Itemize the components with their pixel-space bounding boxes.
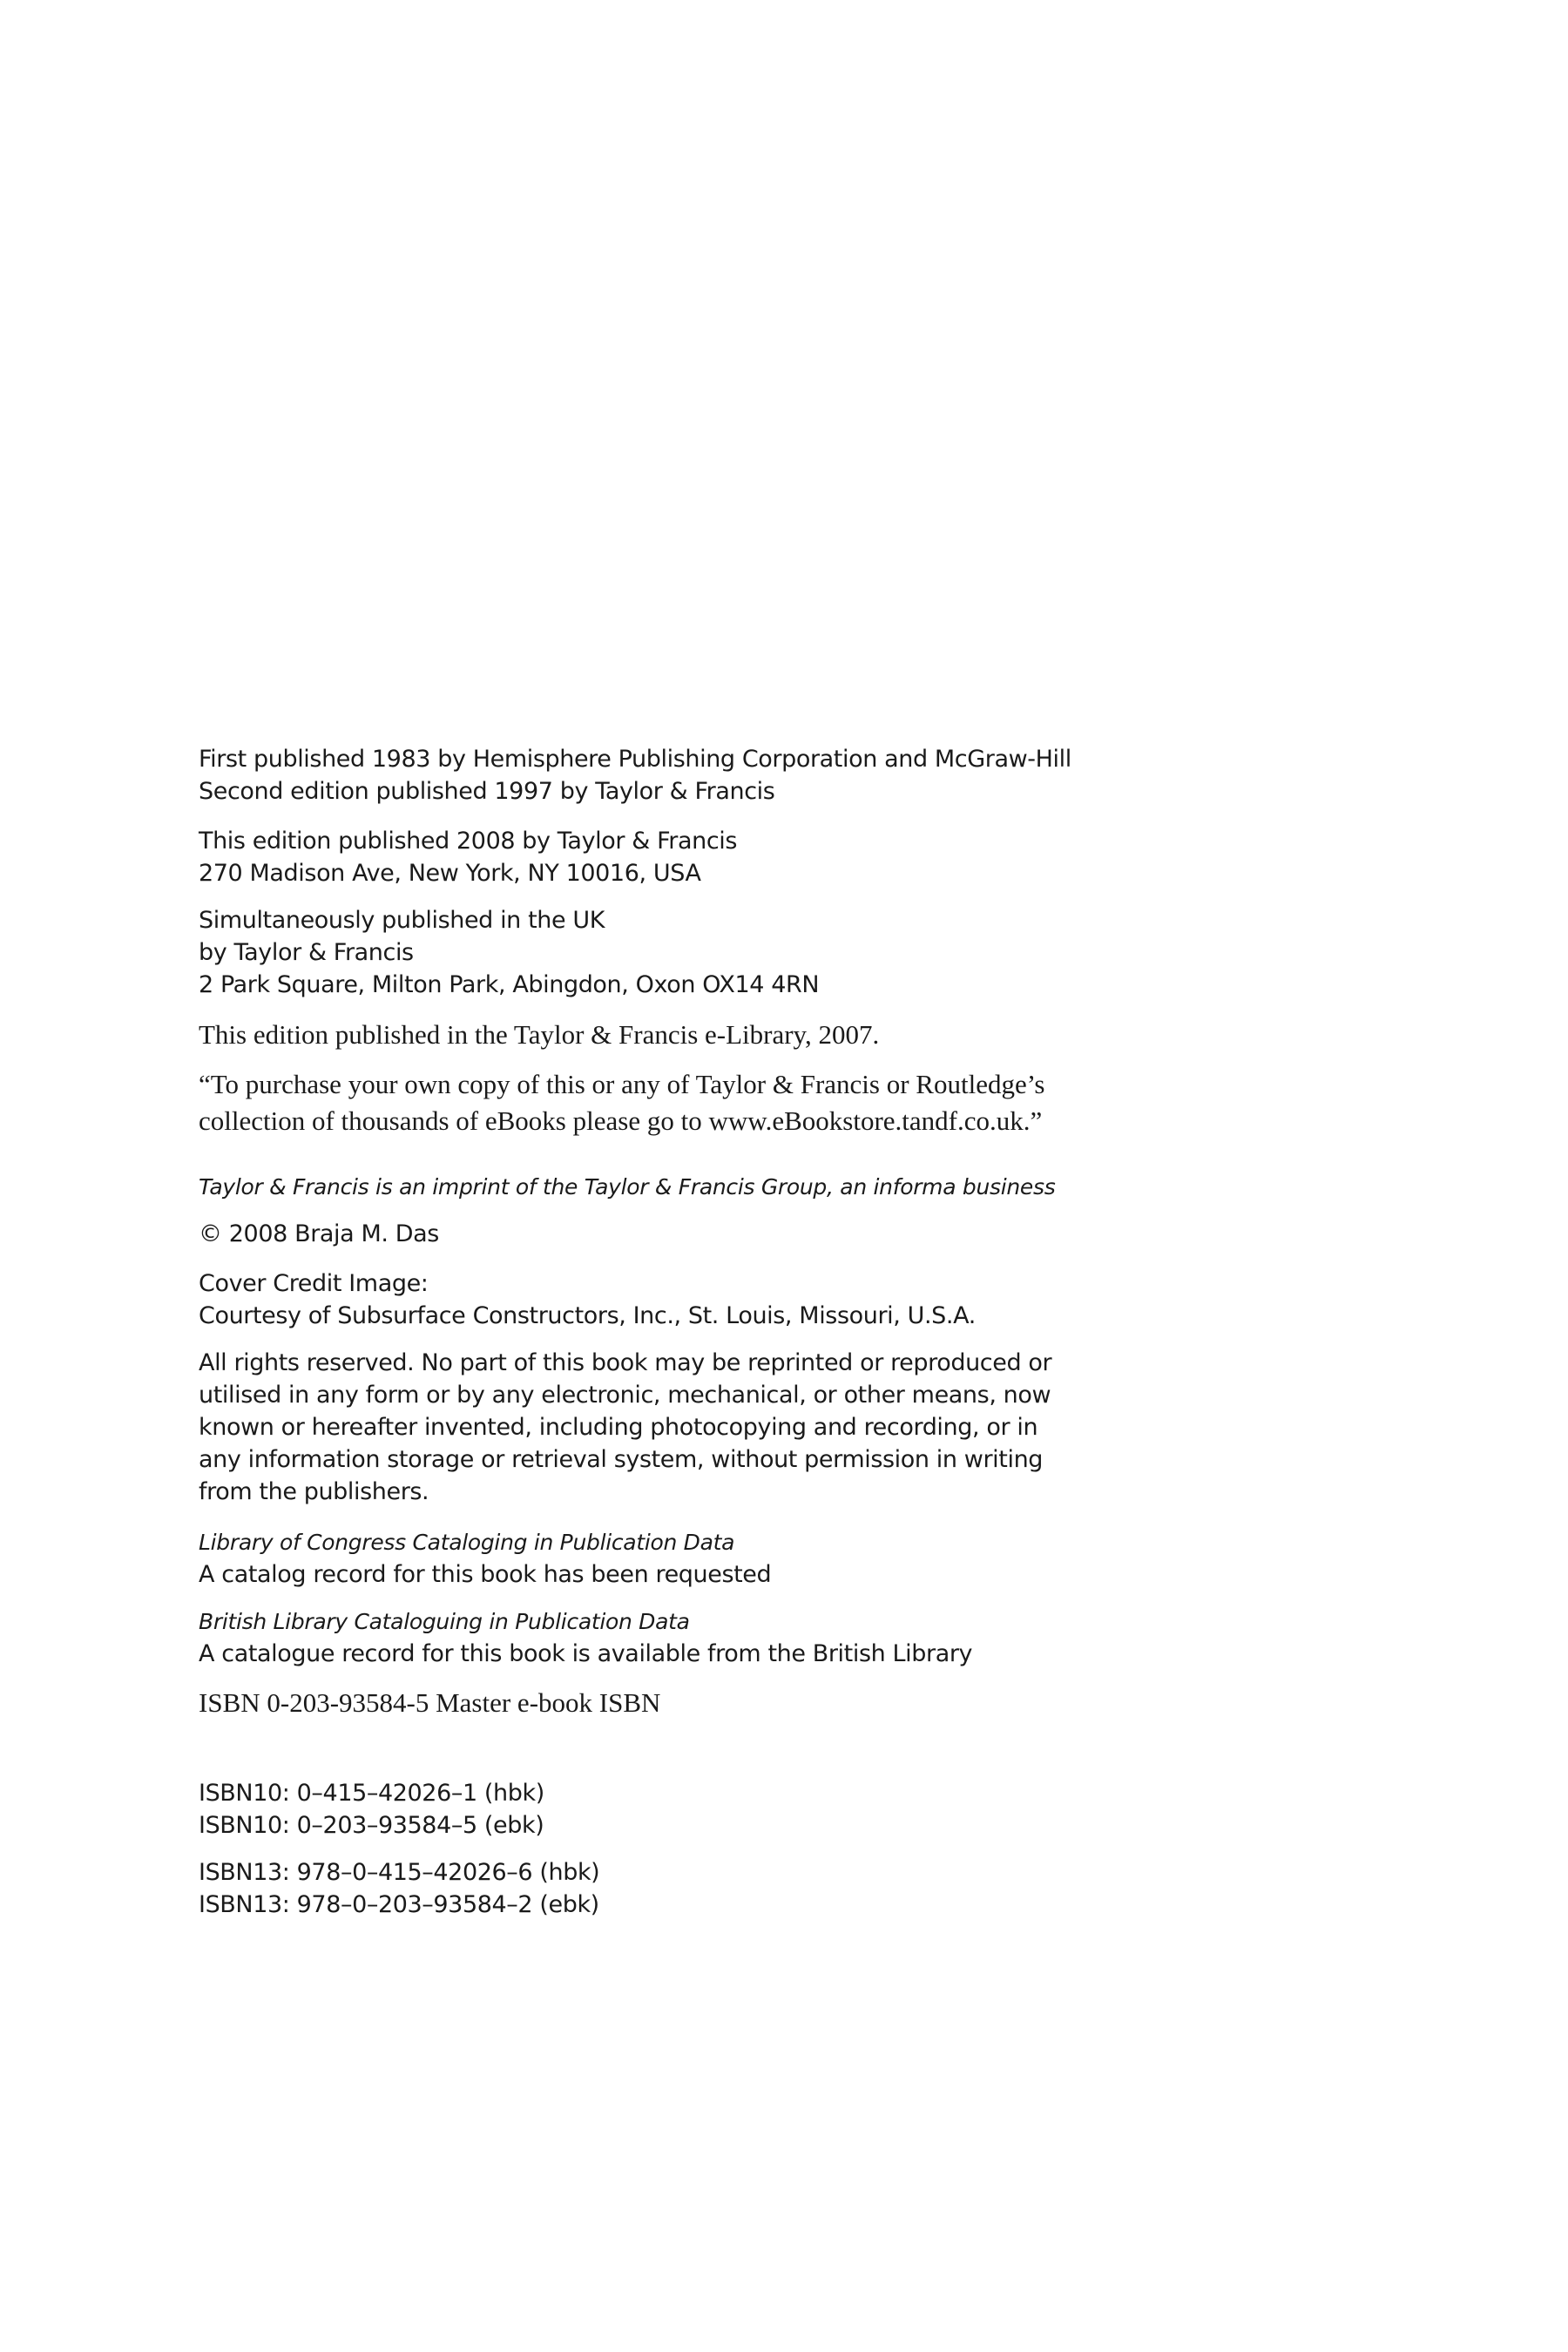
this-edition: [199, 825, 1192, 889]
elibrary-notice: [199, 1017, 1192, 1053]
loc-text: A catalog record for this book has been requested: [199, 1561, 772, 1588]
purchase-notice: [199, 1066, 1192, 1139]
us-address-line: 270 Madison Ave, New York, NY 10016, USA: [199, 860, 701, 887]
uk-publisher-line: by Taylor & Francis: [199, 939, 414, 966]
british-library-cataloguing: [199, 1605, 1192, 1670]
loc-heading: Library of Congress Cataloging in Publication Data: [199, 1530, 735, 1555]
second-edition-line: Second edition published 1997 by Taylor & Francis: [199, 778, 775, 805]
rights-reserved: [199, 1347, 1192, 1508]
loc-cataloging: [199, 1526, 1192, 1591]
british-library-heading: British Library Cataloguing in Publication Data: [199, 1609, 690, 1634]
isbn10-hbk: ISBN10: 0–415–42026–1 (hbk): [199, 1780, 544, 1807]
isbn13-hbk: ISBN13: 978–0–415–42026–6 (hbk): [199, 1859, 600, 1886]
imprint-statement: [199, 1171, 1192, 1203]
master-isbn: [199, 1685, 1192, 1721]
publishing-history: [199, 743, 1192, 808]
cover-credit-text: Courtesy of Subsurface Constructors, Inc., St. Louis, Missouri, U.S.A.: [199, 1302, 976, 1329]
purchase-line-2: collection of thousands of eBooks please go to www.eBookstore.tandf.co.uk.”: [199, 1105, 1043, 1136]
rights-line-3: known or hereafter invented, including photocopying and recording, or in: [199, 1414, 1038, 1441]
imprint-line: Taylor & Francis is an imprint of the Taylor & Francis Group, an informa business: [199, 1174, 1056, 1200]
elibrary-line: This edition published in the Taylor & Francis e-Library, 2007.: [199, 1019, 880, 1050]
rights-line-4: any information storage or retrieval system, without permission in writing: [199, 1446, 1044, 1473]
this-edition-line: This edition published 2008 by Taylor & Francis: [199, 828, 738, 855]
first-published-line: First published 1983 by Hemisphere Publishing Corporation and McGraw-Hill: [199, 746, 1071, 773]
master-isbn-line: ISBN 0-203-93584-5 Master e-book ISBN: [199, 1687, 661, 1718]
uk-address-line: 2 Park Square, Milton Park, Abingdon, Oxon OX14 4RN: [199, 971, 820, 998]
purchase-line-1: “To purchase your own copy of this or any of Taylor & Francis or Routledge’s: [199, 1069, 1045, 1099]
cover-credit: [199, 1267, 1192, 1332]
isbn10-block: [199, 1777, 1192, 1842]
uk-publication: [199, 904, 1192, 1001]
isbn10-ebk: ISBN10: 0–203–93584–5 (ebk): [199, 1812, 544, 1839]
rights-line-5: from the publishers.: [199, 1478, 429, 1505]
british-library-text: A catalogue record for this book is available from the British Library: [199, 1640, 973, 1667]
isbn13-block: [199, 1856, 1192, 1921]
rights-line-2: utilised in any form or by any electronic, mechanical, or other means, now: [199, 1382, 1051, 1409]
rights-line-1: All rights reserved. No part of this book may be reprinted or reproduced or: [199, 1349, 1052, 1376]
isbn13-ebk: ISBN13: 978–0–203–93584–2 (ebk): [199, 1891, 599, 1918]
cover-credit-heading: Cover Credit Image:: [199, 1270, 429, 1297]
uk-published-line: Simultaneously published in the UK: [199, 907, 605, 934]
copyright-notice: [199, 1218, 1192, 1250]
copyright-line: © 2008 Braja M. Das: [199, 1220, 439, 1247]
